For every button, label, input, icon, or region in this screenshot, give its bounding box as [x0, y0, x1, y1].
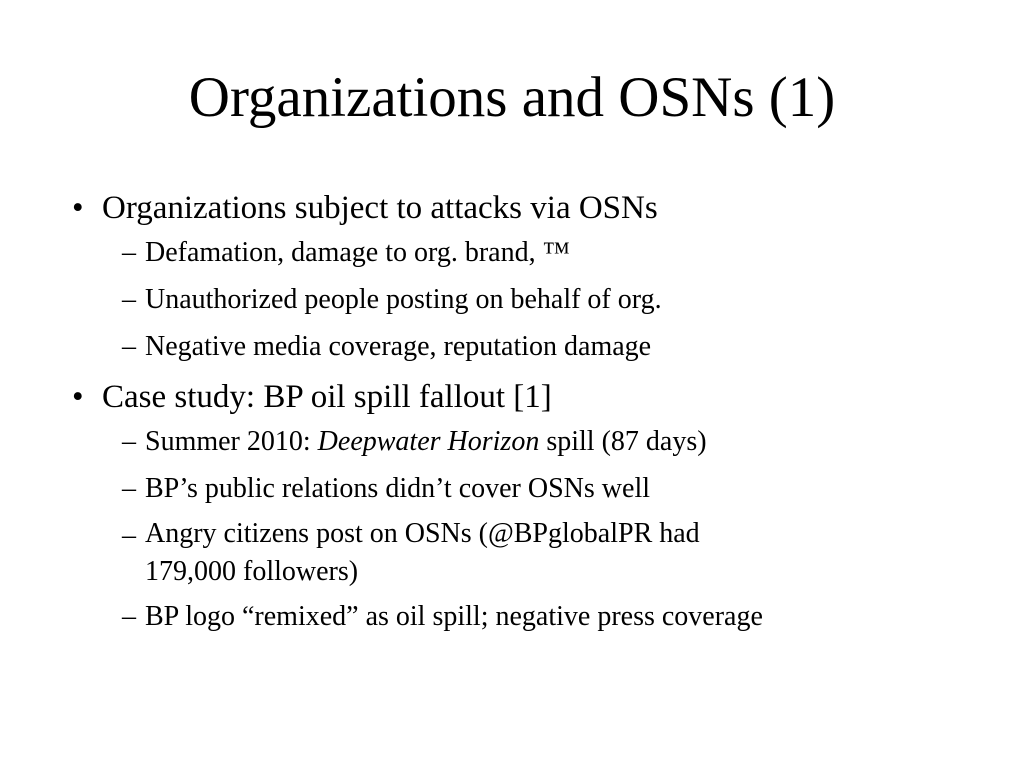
sub-item-text: Negative media coverage, reputation damage — [145, 331, 652, 362]
slide-content — [60, 184, 990, 643]
sub-item — [60, 468, 990, 510]
dash-icon: – — [122, 237, 136, 268]
sub-item-emphasis: Deepwater Horizon — [317, 426, 540, 457]
sub-item — [60, 326, 990, 368]
bullet-icon: • — [72, 379, 84, 415]
sub-item — [60, 232, 990, 274]
sub-item-text: Defamation, damage to org. brand, ™ — [145, 237, 571, 268]
dash-icon: – — [122, 601, 136, 632]
sub-item — [60, 279, 990, 321]
sub-item-text: Unauthorized people posting on behalf of org. — [145, 284, 662, 315]
bullet-icon: • — [72, 190, 84, 226]
sub-item-text: BP logo “remixed” as oil spill; negative press coverage — [145, 601, 763, 632]
bullet-text: Case study: BP oil spill fallout [1] — [102, 379, 552, 415]
sub-item-text — [145, 426, 707, 457]
sub-item-prefix: Summer 2010: — [145, 426, 318, 457]
sub-item-line: 179,000 followers) — [145, 556, 359, 587]
sub-item-line: Angry citizens post on OSNs (@BPglobalPR had — [145, 518, 700, 549]
slide-title: Organizations and OSNs (1) — [188, 66, 836, 129]
dash-icon: – — [122, 284, 136, 315]
bullet-item — [60, 373, 990, 421]
sub-item — [60, 596, 990, 638]
dash-icon: – — [122, 331, 136, 362]
bullet-text: Organizations subject to attacks via OSNs — [102, 190, 658, 226]
sub-item-text: BP’s public relations didn’t cover OSNs well — [145, 473, 650, 504]
dash-icon: – — [122, 426, 136, 457]
sub-item — [60, 421, 990, 463]
dash-icon: – — [122, 473, 136, 504]
dash-icon: – — [122, 520, 136, 551]
bullet-item — [60, 184, 990, 232]
sub-item — [60, 515, 990, 591]
sub-item-suffix: spill (87 days) — [539, 426, 707, 457]
